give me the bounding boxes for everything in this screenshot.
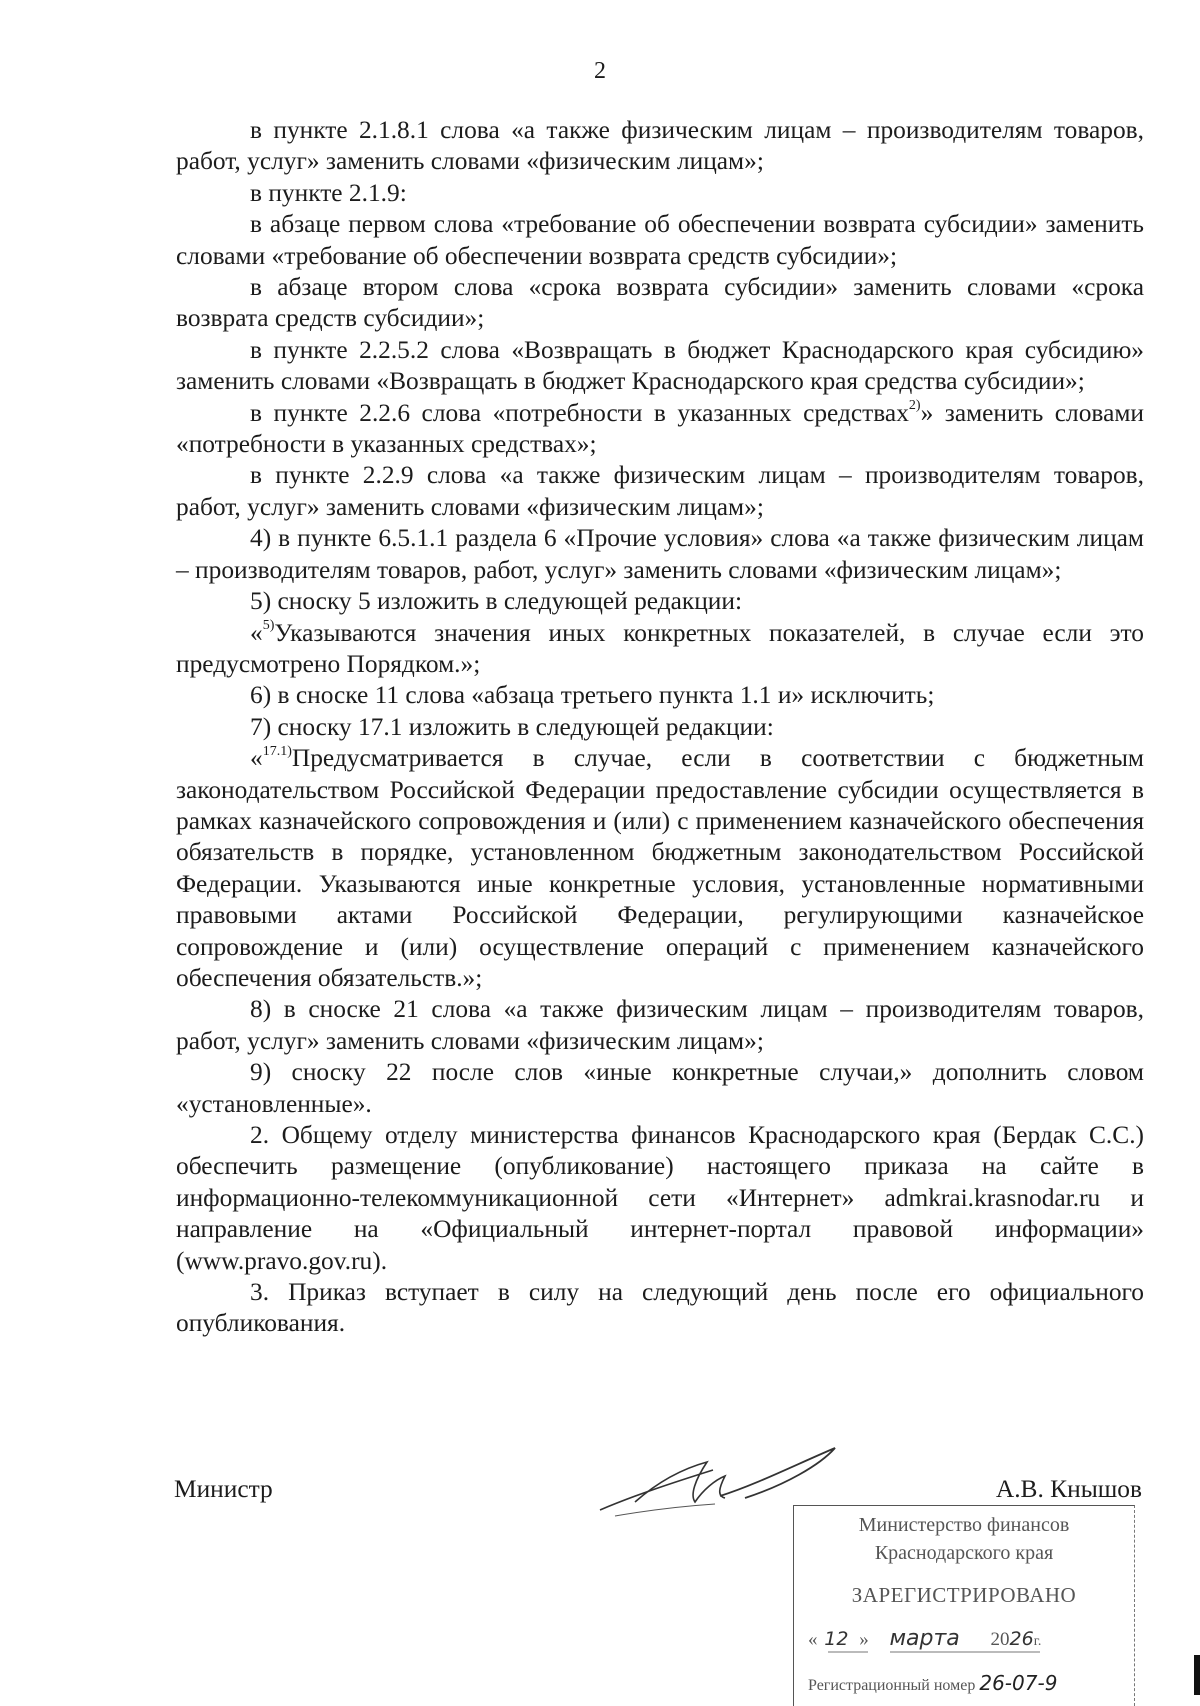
stamp-date: « 12 » марта 2026г.	[808, 1626, 1128, 1651]
paragraph: 4) в пункте 6.5.1.1 раздела 6 «Прочие условия» слова «а также физическим лицам – производителям товаров, работ, услуг» заменить словами «физическим лицам»;	[176, 524, 1144, 584]
signatory-title: Министр	[174, 1475, 273, 1503]
stamp-registered-label: ЗАРЕГИСТРИРОВАНО	[851, 1583, 1077, 1607]
stamp-reg-value: 26-07-9	[979, 1671, 1058, 1695]
stamp-day: 12	[824, 1628, 849, 1650]
paragraph: 9) сноску 22 после слов «иные конкретные случаи,» дополнить словом «установленные».	[176, 1058, 1144, 1118]
footnote-ref: 2)	[908, 398, 921, 414]
signatory-name: А.В. Кнышов	[995, 1475, 1142, 1503]
paragraph: в абзаце первом слова «требование об обеспечении возврата субсидии» заменить словами «требование об обеспечении возврата средств субсидии»;	[176, 210, 1144, 270]
stamp-region-line: Краснодарского края	[874, 1542, 1054, 1564]
stamp-date-underline	[808, 1626, 1128, 1656]
footnote-5-text	[176, 618, 1144, 681]
paragraph-text: Указываются значения иных конкретных показателей, в случае если это предусмотрено Порядком.»;	[176, 618, 1144, 678]
footnote-ref: 5)	[262, 618, 275, 634]
paragraph: в пункте 2.1.9:	[250, 178, 407, 207]
paragraph-text: Предусматривается в случае, если в соответствии с бюджетным законодательством Российской Федерации предоставление субсидии осуществляется в рамках казначейского сопровождения и (или) с применением казначейского обеспечения обязательств в порядке, установленном бюджетным законодательством Российской Федерации. Указываются иные конкретные условия, установленные нормативными правовыми актами Российской Федерации, регулирующими казначейское сопровождение и (или) осуществление операций с применением казначейского обеспечения обязательств.»;	[176, 744, 1144, 992]
paragraph: 8) в сноске 21 слова «а также физическим лицам – производителям товаров, работ, услуг» заменить словами «физическим лицам»;	[176, 995, 1144, 1055]
stamp-month: марта	[889, 1626, 960, 1651]
document-body	[176, 115, 1144, 1340]
stamp-year: 26	[1009, 1628, 1034, 1650]
paragraph: 3. Приказ вступает в силу на следующий день после его официального опубликования.	[176, 1278, 1144, 1338]
scan-edge-mark	[1194, 1655, 1200, 1695]
paragraph: в пункте 2.1.8.1 слова «а также физическим лицам – производителям товаров, работ, услуг» заменить словами «физическим лицам»;	[176, 116, 1144, 176]
quote-open: «	[250, 618, 263, 647]
paragraph: в пункте 2.2.5.2 слова «Возвращать в бюджет Краснодарского края субсидию» заменить словами «Возвращать в бюджет Краснодарского края средства субсидии»;	[176, 335, 1144, 396]
paragraph-text: в пункте 2.2.6 слова «потребности в указанных средствах	[250, 398, 909, 427]
paragraph: 5) сноску 5 изложить в следующей редакции:	[250, 587, 743, 616]
stamp-org-line: Министерство финансов	[858, 1514, 1070, 1536]
paragraph: 2. Общему отделу министерства финансов Краснодарского края (Бердак С.С.) обеспечить размещение (опубликование) настоящего приказа на сайте в информационно-телекоммуникационной сети «Интернет» admkrai.krasnodar.ru и направление на «Официальный интернет-портал правовой информации» (www.pravo.gov.ru).	[176, 1121, 1144, 1275]
paragraph: 6) в сноске 11 слова «абзаца третьего пункта 1.1 и» исключить;	[250, 681, 935, 710]
paragraph	[176, 398, 1144, 461]
paragraph: в пункте 2.2.9 слова «а также физическим лицам – производителям товаров, работ, услуг» заменить словами «физическим лицам»;	[176, 461, 1144, 521]
paragraph: 7) сноску 17.1 изложить в следующей редакции:	[250, 712, 774, 741]
page-number: 2	[594, 58, 606, 84]
stamp-registration-number: Регистрационный номер 26-07-9	[808, 1671, 1058, 1695]
quote-open: «	[250, 744, 263, 773]
footnote-ref: 17.1)	[262, 743, 292, 759]
paragraph: в абзаце втором слова «срока возврата субсидии» заменить словами «срока возврата средств субсидии»;	[176, 273, 1144, 333]
registration-stamp	[793, 1505, 1135, 1706]
paragraph-text: » заменить словами «потребности в указанных средствах»;	[176, 398, 1145, 459]
footnote-17-1-text	[176, 743, 1144, 994]
